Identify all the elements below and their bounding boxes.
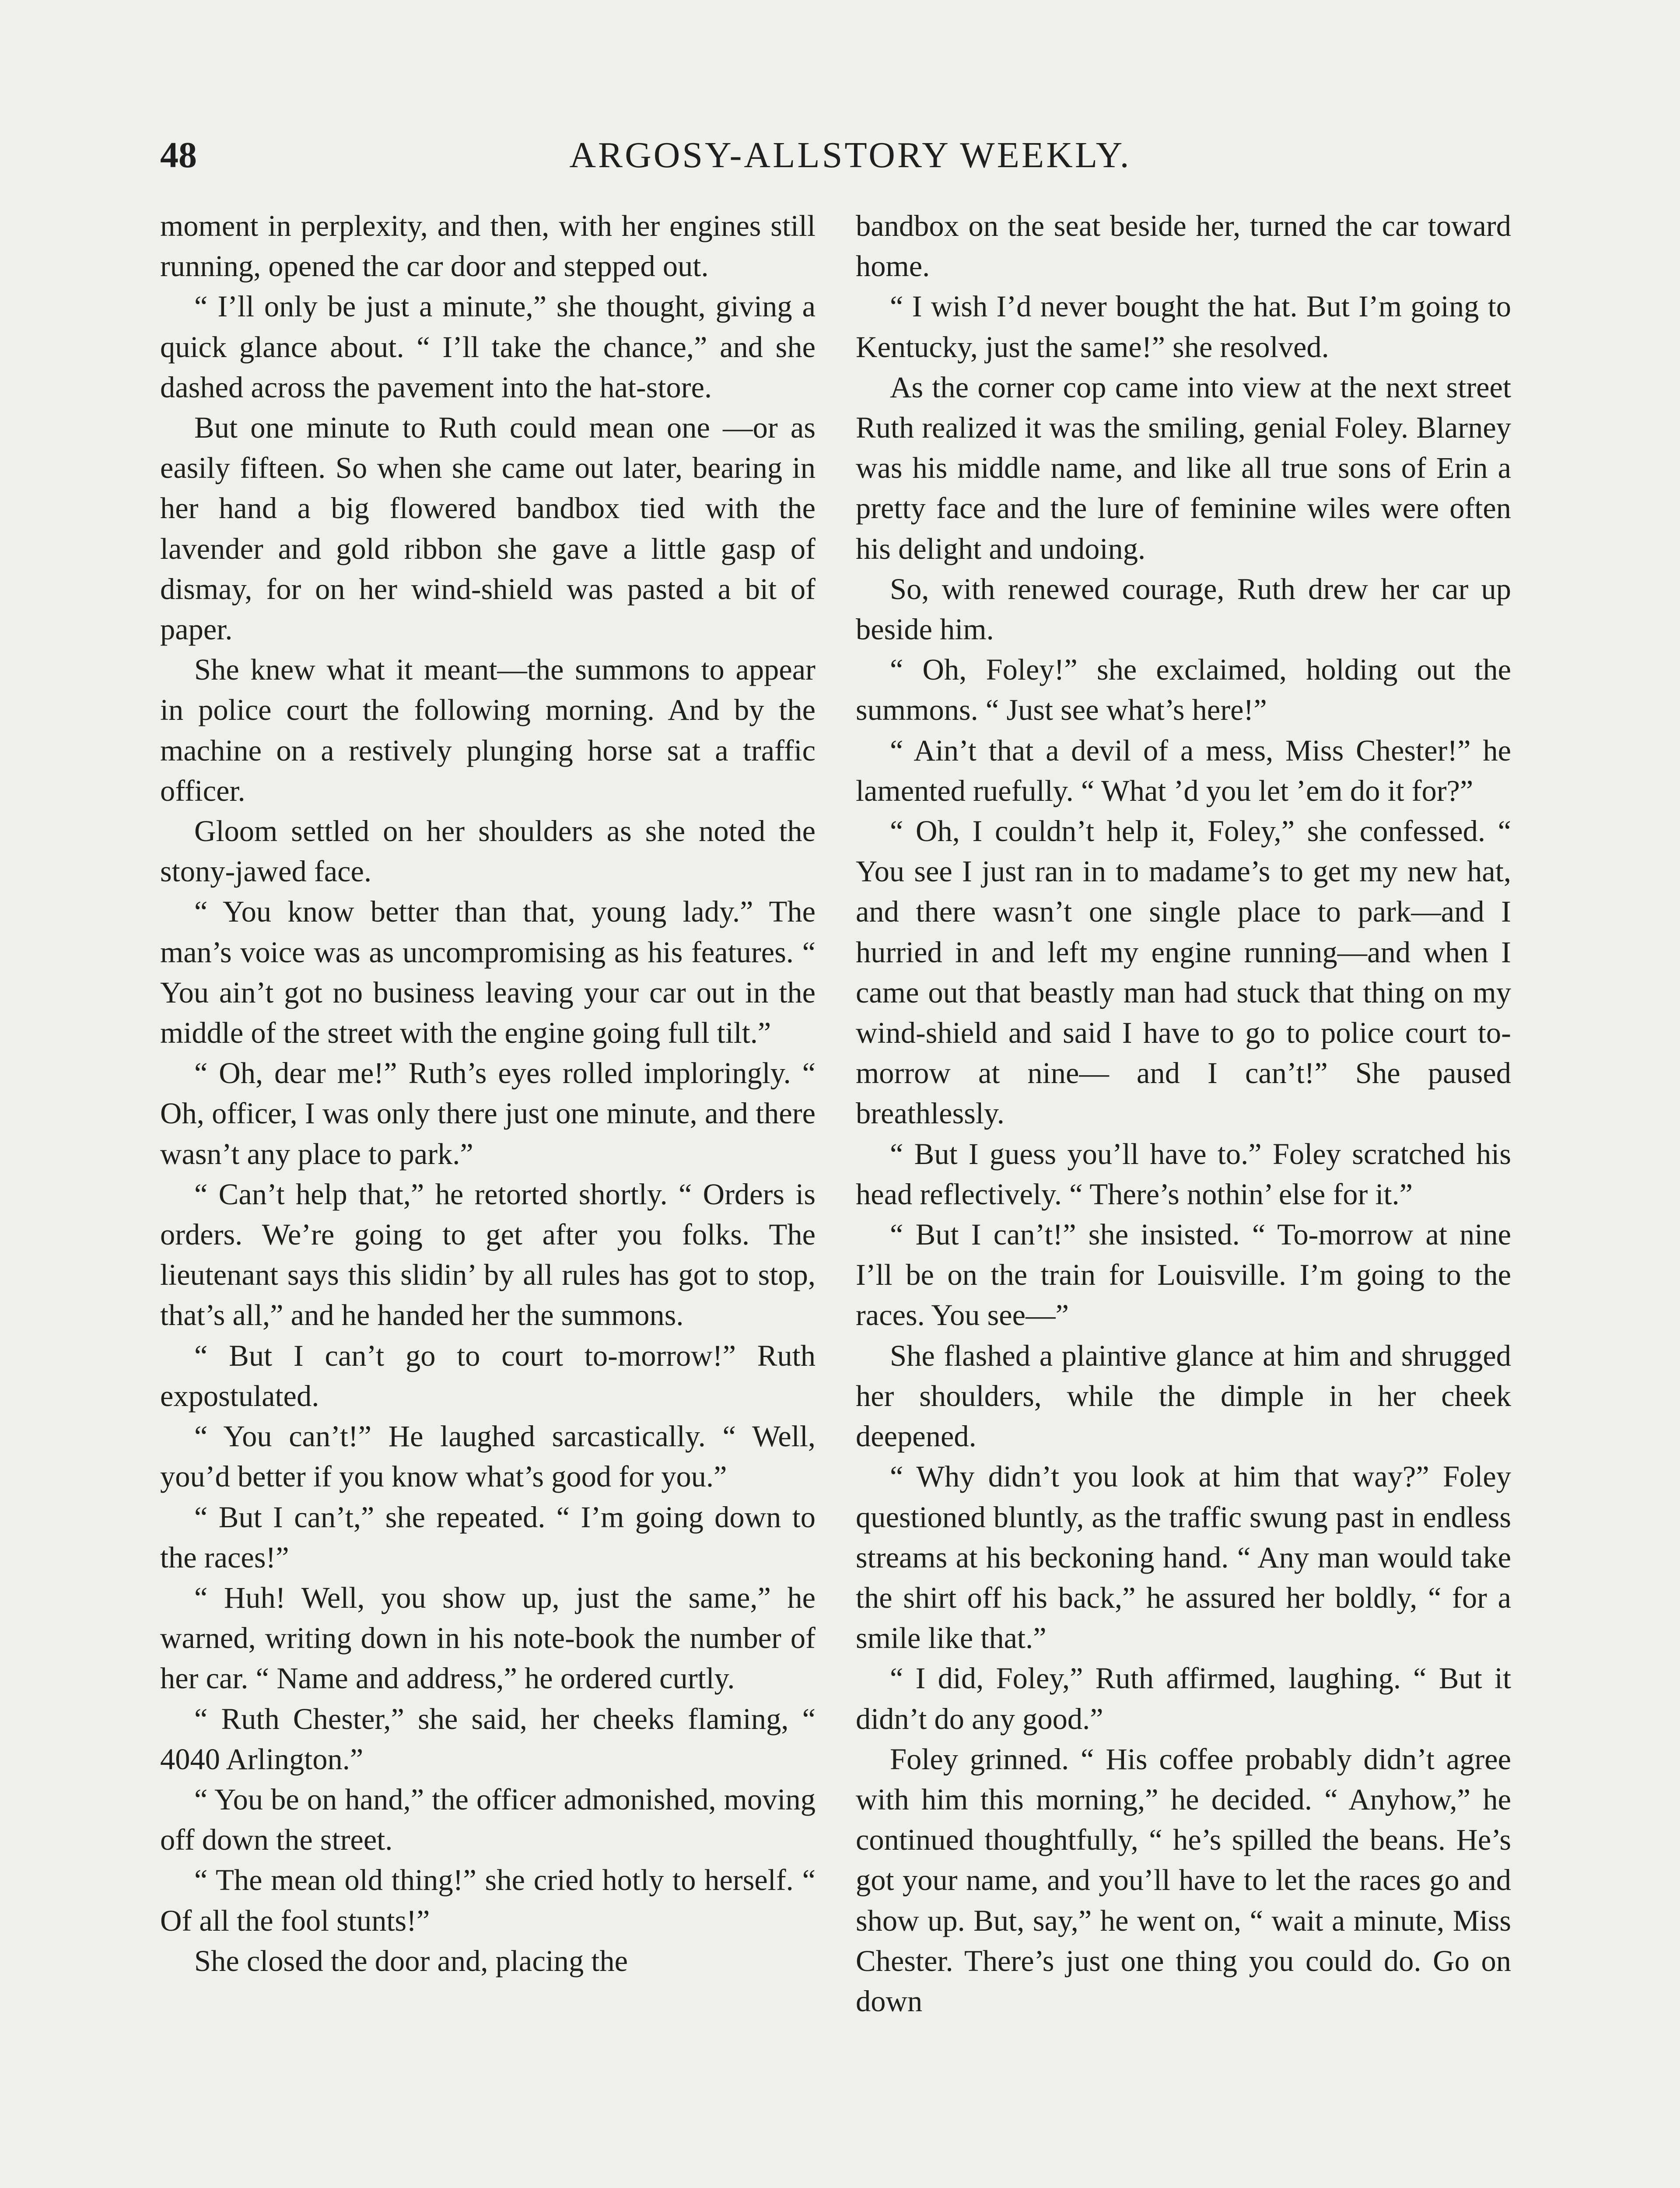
page-header <box>160 125 1540 186</box>
paragraph: “ Can’t help that,” he retorted shortly. “ Orders is orders. We’re going to get after you folks. The lieutenant says this slidin’ by all rules has got to stop, that’s all,” and he handed her the summons. <box>160 1177 816 1332</box>
paragraph: “ Oh, I couldn’t help it, Foley,” she confessed. “ You see I just ran in to madame’s to get my new hat, and there wasn’t one single place to park—and I hurried in and left my engine running—and when I came out that beastly man had stuck that thing on my wind-shield and said I have to go to police court to-morrow at nine— and I can’t!” She paused breathlessly. <box>856 814 1511 1130</box>
paragraph: She flashed a plaintive glance at him and shrugged her shoulders, while the dimple in her cheek deepened. <box>856 1339 1511 1453</box>
paragraph: moment in perplexity, and then, with her engines still running, opened the car door and stepped out. <box>160 209 816 283</box>
left-column <box>160 206 816 1981</box>
paragraph: “ But I can’t,” she repeated. “ I’m going down to the races!” <box>160 1500 816 1574</box>
paragraph: “ Why didn’t you look at him that way?” Foley questioned bluntly, as the traffic swung past in endless streams at his beckoning hand. “ Any man would take the shirt off his back,” he assured her boldly, “ for a smile like that.” <box>856 1460 1511 1655</box>
paragraph: “ You can’t!” He laughed sarcastically. “ Well, you’d better if you know what’s good for you.” <box>160 1420 816 1494</box>
paragraph: But one minute to Ruth could mean one —or as easily fifteen. So when she came out later, bearing in her hand a big flowered bandbox tied with the lavender and gold ribbon she gave a little gasp of dismay, for on her wind-shield was pasted a bit of paper. <box>160 411 816 646</box>
paragraph: “ But I guess you’ll have to.” Foley scratched his head reflectively. “ There’s nothin’ else for it.” <box>856 1137 1511 1211</box>
paragraph: “ The mean old thing!” she cried hotly to herself. “ Of all the fool stunts!” <box>160 1863 816 1937</box>
paragraph: “ But I can’t go to court to-morrow!” Ruth expostulated. <box>160 1339 816 1413</box>
paragraph: “ You know better than that, young lady.” The man’s voice was as uncompromising as his features. “ You ain’t got no business leaving your car out in the middle of the street with the engine going full tilt.” <box>160 895 816 1050</box>
running-head: ARGOSY-ALLSTORY WEEKLY. <box>569 135 1131 175</box>
paragraph: “ But I can’t!” she insisted. “ To-morrow at nine I’ll be on the train for Louisville. I’m going to the races. You see—” <box>856 1218 1511 1332</box>
paragraph: “ Ain’t that a devil of a mess, Miss Chester!” he lamented ruefully. “ What ’d you let ’em do it for?” <box>856 733 1511 807</box>
paragraph: She knew what it meant—the summons to appear in police court the following morning. And by the machine on a restively plunging horse sat a traffic officer. <box>160 653 816 807</box>
paragraph: “ I wish I’d never bought the hat. But I’m going to Kentucky, just the same!” she resolved. <box>856 290 1511 364</box>
paragraph: “ I’ll only be just a minute,” she thought, giving a quick glance about. “ I’ll take the chance,” and she dashed across the pavement into the hat-store. <box>160 290 816 404</box>
paragraph: She closed the door and, placing the <box>194 1944 628 1978</box>
paragraph: So, with renewed courage, Ruth drew her car up beside him. <box>856 572 1511 646</box>
paragraph: “ Oh, Foley!” she exclaimed, holding out the summons. “ Just see what’s here!” <box>856 653 1511 727</box>
paragraph: “ Huh! Well, you show up, just the same,” he warned, writing down in his note-book the number of her car. “ Name and address,” he ordered curtly. <box>160 1581 816 1695</box>
paragraph: “ Ruth Chester,” she said, her cheeks flaming, “ 4040 Arlington.” <box>160 1702 816 1776</box>
paragraph: bandbox on the seat beside her, turned the car toward home. <box>856 209 1511 283</box>
paragraph: Gloom settled on her shoulders as she noted the stony-jawed face. <box>160 814 816 888</box>
paragraph: “ Oh, dear me!” Ruth’s eyes rolled imploringly. “ Oh, officer, I was only there just one minute, and there wasn’t any place to park.” <box>160 1056 816 1171</box>
right-column <box>856 206 1511 2021</box>
page-number: 48 <box>160 135 197 175</box>
paragraph: As the corner cop came into view at the next street Ruth realized it was the smiling, genial Foley. Blarney was his middle name, and like all true sons of Erin a pretty face and the lure of feminine wiles were often his delight and undoing. <box>856 370 1511 565</box>
paragraph: Foley grinned. “ His coffee probably didn’t agree with him this morning,” he decided. “ Anyhow,” he continued thoughtfully, “ he’s spilled the beans. He’s got your name, and you’ll have to let the races go and show up. But, say,” he went on, “ wait a minute, Miss Chester. There’s just one thing you could do. Go on down <box>856 1742 1511 2018</box>
paragraph: “ You be on hand,” the officer admonished, moving off down the street. <box>160 1782 816 1857</box>
paragraph: “ I did, Foley,” Ruth affirmed, laughing. “ But it didn’t do any good.” <box>856 1662 1511 1736</box>
